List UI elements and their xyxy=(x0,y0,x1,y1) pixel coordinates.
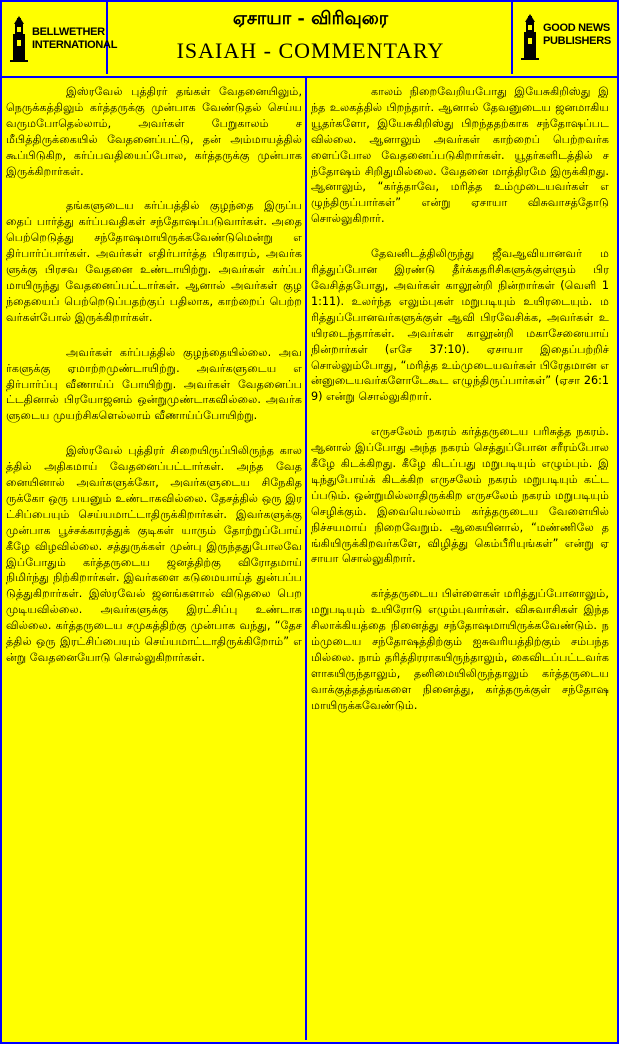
bellwether-logo-text xyxy=(32,26,117,52)
english-title: ISAIAH - COMMENTARY xyxy=(176,38,445,63)
right-paragraph-1: காலம் நிறைவேறியபோது இயேசுகிறிஸ்து இந்த உலகத்தில் பிறந்தார். ஆனால் தேவனுடைய ஜனமாகிய யூதர்களோ, இயேசுகிறிஸ்து பிறந்ததற்காக சந்தோஷப்படவில்லை. ஆனாலும் அவர்கள் காற்றைப் பெற்றவர்களைப்போல வேதனைப்படுகிறார்கள். யூதர்களிடத்தில் சந்தோஷம் சிறிதுமில்லை. வேதனை மாத்திரமே இருக்கிறது. ஆனாலும், “கர்த்தாவே, மரித்த உம்முடையவர்கள் எழுந்திருப்பார்கள்” என்று ஏசாயா விசுவாசத்தோடு சொல்லுகிறார். xyxy=(311,85,609,226)
bellwether-logo-line-2: INTERNATIONAL xyxy=(32,39,118,51)
title-box xyxy=(108,2,513,74)
right-column xyxy=(311,84,609,1030)
good-news-logo-line-2: PUBLISHERS xyxy=(543,35,611,47)
good-news-logo xyxy=(511,2,617,74)
left-column xyxy=(6,84,302,1030)
bellwether-logo-line-1: BELLWETHER xyxy=(32,26,105,38)
bell-tower-icon xyxy=(521,14,539,60)
header-divider xyxy=(2,76,617,78)
right-paragraph-3: எருசலேம் நகரம் கர்த்தருடைய பரிசுத்த நகரம். ஆனால் இப்போது அந்த நகரம் செத்துப்போன சரீரம்போல கீழே கிடக்கிறது. கீழே கிடப்பது மறுபடியும் எழும்பும். இடிந்துபோய்க் கிடக்கிற எருசலேம் நகரம் மறுபடியும் கட்டப்படும். ஒன்றுமில்லாதிருக்கிற எருசலேம் நகரம் மறுபடியும் செழிக்கும். இவையெல்லாம் கர்த்தருடைய வேளையில் நிச்சயமாய் நிறைவேறும். ஆகையினால், “மண்ணிலே தங்கியிருக்கிறவர்களே, விழித்து கெம்பீரியுங்கள்” என்று ஏசாயா சொல்லுகிறார். xyxy=(311,425,609,566)
column-divider xyxy=(305,78,307,1040)
left-paragraph-1: இஸ்ரவேல் புத்திரர் தங்கள் வேதனையிலும், நெருக்கத்திலும் கர்த்தருக்கு முன்பாக வேண்டுதல் செய்ய வருமபோதெல்லாம், அவர்கள் பேறுகாலம் சமீபித்திருக்கையில் வேதனைப்பட்டு, தன் அம்மாயத்தில் கூப்பிடுகிற, கர்ப்பவதியைப்போல, கர்த்தருக்கு முன்பாக இருக்கிறார்கள். xyxy=(6,85,302,178)
good-news-logo-line-1: GOOD NEWS xyxy=(543,22,610,34)
bell-tower-icon xyxy=(10,16,28,62)
right-paragraph-4: கர்த்தருடைய பிள்ளைகள் மரித்துப்போனாலும், மறுபடியும் உயிரோடு எழும்புவார்கள். விசுவாசிகள் இந்த சிலாக்கியத்தை நினைத்து சந்தோஷமாயிருக்கவேண்டும். நம்முடைய சந்தோஷத்திற்கும் ஐசுவரியத்திற்கும் சம்பந்தமில்லை. நாம் தரித்திரராகயிருந்தாலும், கைவிடப்பட்டவர்களாகயிருந்தாலும், தனிமையிலிருந்தாலும் கர்த்தருடைய வாக்குத்தத்தங்களை நினைத்து, கர்த்தருக்குள் சந்தோஷமாயிருக்கவேண்டும். xyxy=(311,587,609,712)
left-paragraph-2: தங்களுடைய கர்ப்பத்தில் குழந்தை இருப்பதைப் பார்த்து கர்ப்பவதிகள் சந்தோஷப்படுவார்கள். அதை பெற்றெடுத்து சந்தோஷமாயிருக்கவேண்டுமென்று எதிர்பார்ப்பார்கள். அவர்கள் எதிர்பார்த்த பிரகாரம், அவர்களுக்கு பிரசவ வேதனை உண்டாயிற்று. அவர்கள் கர்ப்பமாயிருந்து வேதனைப்பட்டார்கள். ஆனால் அவர்கள் குழந்தையைப் பெற்றெடுப்பதற்குப் பதிலாக, காற்றைப் பெற்றவர்கள்போல் இருக்கிறார்கள். xyxy=(6,199,302,324)
tamil-title: ஏசாயா - விரிவுரை xyxy=(232,8,389,29)
right-paragraph-2: தேவனிடத்திலிருந்து ஜீவஆவியானவர் மரித்துப்போன இரண்டு தீர்க்கதரிசிகளுக்குள்ளும் பிரவேசித்தபோது, அவர்கள் காலூன்றி நின்றார்கள் (வெளி 11:11). உலர்ந்த எலும்புகள் மறுபடியும் உயிரடையும். மரித்துப்போனவர்களுக்குள் ஆவி பிரவேசிக்க, அவர்கள் உயிரடைந்தார்கள். அவர்கள் காலூன்றி மகாசேனையாய் நின்றார்கள் (எசே 37:10). ஏசாயா இதைப்பற்றிச் சொல்லும்போது, “மரித்த உம்முடையவர்கள் பிரேதமான என்னுடையவர்களோடேகூட எழுந்திருப்பார்கள்” (ஏசா 26:19) என்று சொல்லுகிறார். xyxy=(311,247,609,404)
header-bar xyxy=(2,2,617,78)
bellwether-logo xyxy=(2,2,118,74)
good-news-logo-text xyxy=(543,22,611,48)
left-paragraph-4: இஸ்ரவேல் புத்திரர் சிறையிருப்பிலிருந்த காலத்தில் அதிகமாய் வேதனைப்பட்டார்கள். அந்த வேதனையினால் அவர்களுக்கோ, அவர்களுடைய சிநேகிதருக்கோ ஒரு பயனும் உண்டாகவில்லை. தேசத்தில் ஒரு இரட்சிப்பையும் செய்யமாட்டாதிருக்கிறார்கள். இவர்களுக்கு முன்பாக பூச்சக்காரத்துக் குடிகள் யாரும் தோற்றுப்போய் கீழே விழவில்லை. சத்துருக்கள் முன்பு இருந்ததுபோலவே இப்போதும் கர்த்தருடைய ஜனத்திற்கு விரோதமாய் நிமிர்ந்து நிற்கிறார்கள். இவர்களை கடுமையாய்த் துன்பப்படுத்துகிறார்கள். இஸ்ரவேல் ஜனங்களால் விடுதலை பெறமுடியவில்லை. அவர்களுக்கு இரட்சிப்பு உண்டாகவில்லை. கர்த்தருடைய சமுகத்திற்கு முன்பாக வந்து, “தேசத்தில் ஒரு இரட்சிப்பையும் செய்யமாட்டாதிருக்கிறோம்” என்று வேதனையோடு சொல்லுகிறார்கள். xyxy=(6,444,302,664)
left-paragraph-3: அவர்கள் கர்ப்பத்தில் குழந்தையில்லை. அவர்களுக்கு ஏமாற்றமுண்டாயிற்று. அவர்களுடைய எதிர்பார்ப்பு வீணாய்ப் போயிற்று. அவர்கள் வேதனைப்பட்டதினால் பிரயோஜனம் ஒன்றுமுண்டாகவில்லை. அவர்களுடைய முயற்சிகளெல்லாம் வீணாய்ப்போயிற்று. xyxy=(6,345,302,423)
